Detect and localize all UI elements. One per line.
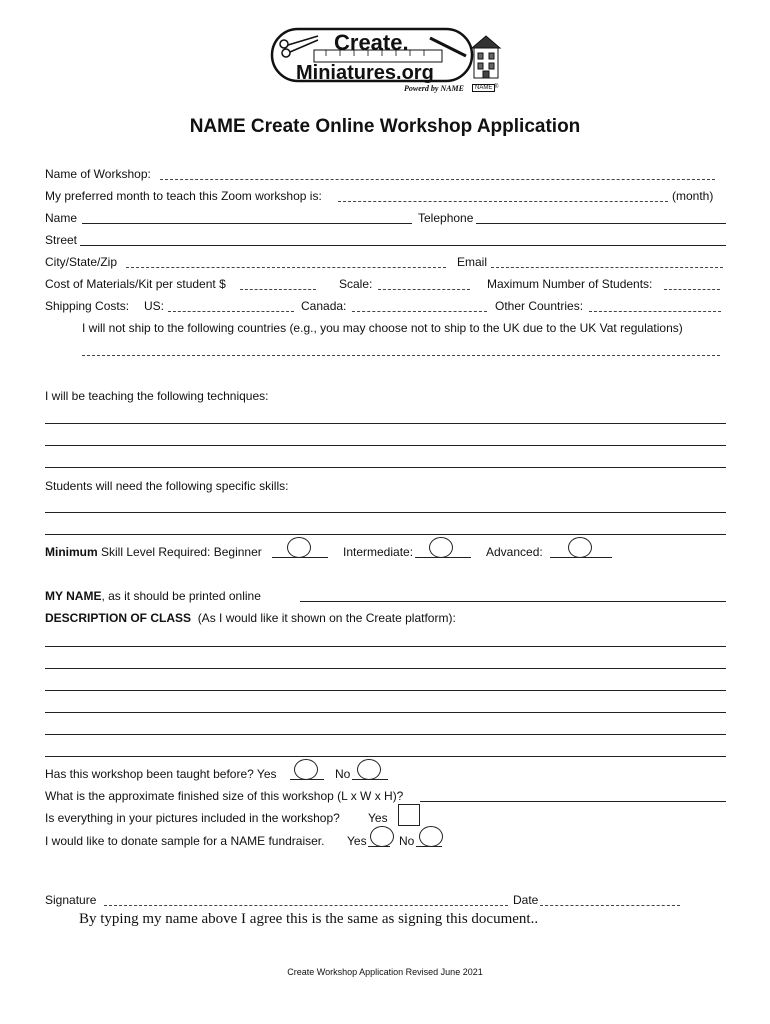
size-label: What is the approximate finished size of this workshop (L x W x H)?: [45, 789, 404, 803]
city-field[interactable]: [126, 267, 446, 268]
logo-line2: Miniatures.org: [296, 62, 434, 84]
signature-label: Signature: [45, 893, 97, 907]
email-field[interactable]: [491, 267, 723, 268]
description-line-5[interactable]: [45, 734, 726, 735]
advanced-label: Advanced:: [486, 545, 543, 559]
preferred-month-label: My preferred month to teach this Zoom workshop is:: [45, 189, 322, 203]
street-label: Street: [45, 233, 78, 247]
telephone-label: Telephone: [418, 211, 474, 225]
donate-yes-radio[interactable]: [370, 826, 394, 847]
shipping-us-field[interactable]: [168, 311, 294, 312]
signature-field[interactable]: [104, 905, 508, 906]
my-name-field[interactable]: [300, 601, 726, 602]
scale-field[interactable]: [378, 289, 470, 290]
techniques-line-2[interactable]: [45, 445, 726, 446]
description-rest: (As I would like it shown on the Create platform):: [197, 611, 456, 625]
my-name-label: [45, 589, 261, 603]
pictures-yes-label: Yes: [368, 811, 388, 825]
shipping-other-label: Other Countries:: [495, 299, 584, 313]
street-field[interactable]: [80, 245, 726, 246]
shipping-label: Shipping Costs:: [45, 299, 130, 313]
telephone-field[interactable]: [476, 223, 726, 224]
preferred-month-field[interactable]: [338, 201, 668, 202]
description-line-6[interactable]: [45, 756, 726, 757]
month-suffix: (month): [672, 189, 714, 203]
advanced-radio[interactable]: [568, 537, 592, 558]
my-name-bold: MY NAME: [45, 589, 102, 603]
skills-line-1[interactable]: [45, 512, 726, 513]
skills-line-2[interactable]: [45, 534, 726, 535]
create-miniatures-logo: [270, 26, 502, 96]
email-label: Email: [457, 255, 488, 269]
intermediate-label: Intermediate:: [343, 545, 414, 559]
donate-yes-label: Yes: [347, 834, 367, 848]
taught-before-label: Has this workshop been taught before? Yes: [45, 767, 277, 781]
size-field[interactable]: [420, 801, 726, 802]
donate-no-label: No: [399, 834, 415, 848]
cost-field[interactable]: [240, 289, 316, 290]
date-label: Date: [513, 893, 539, 907]
description-label: [45, 611, 456, 625]
donate-no-radio[interactable]: [419, 826, 443, 847]
description-line-2[interactable]: [45, 668, 726, 669]
description-line-3[interactable]: [45, 690, 726, 691]
logo-powered: Powerd by NAME: [404, 84, 464, 93]
max-students-field[interactable]: [664, 289, 720, 290]
page-title: NAME Create Online Workshop Application: [189, 116, 581, 137]
pictures-label: Is everything in your pictures included in the workshop?: [45, 811, 340, 825]
description-line-4[interactable]: [45, 712, 726, 713]
skill-level-label: [45, 545, 262, 559]
description-bold: DESCRIPTION OF CLASS: [45, 611, 192, 625]
max-students-label: Maximum Number of Students:: [487, 277, 653, 291]
logo-line1: Create.: [334, 30, 409, 55]
taught-yes-radio[interactable]: [294, 759, 318, 780]
no-ship-note: I will not ship to the following countries (e.g., you may choose not to ship to the UK due to the UK Vat regulations): [82, 321, 683, 335]
techniques-line-1[interactable]: [45, 423, 726, 424]
signature-agreement: By typing my name above I agree this is the same as signing this document..: [79, 911, 539, 927]
skill-level-beginner-label: Skill Level Required: Beginner: [97, 545, 262, 559]
date-field[interactable]: [540, 905, 680, 906]
no-ship-countries-field[interactable]: [82, 355, 720, 356]
donate-label: I would like to donate sample for a NAME fundraiser.: [45, 834, 325, 848]
pictures-yes-checkbox[interactable]: [398, 804, 420, 826]
taught-no-radio[interactable]: [357, 759, 381, 780]
city-label: City/State/Zip: [45, 255, 118, 269]
name-label: Name: [45, 211, 78, 225]
intermediate-radio[interactable]: [429, 537, 453, 558]
beginner-radio[interactable]: [287, 537, 311, 558]
skills-label: Students will need the following specific skills:: [45, 479, 289, 493]
name-field[interactable]: [82, 223, 412, 224]
taught-no-label: No: [335, 767, 351, 781]
techniques-label: I will be teaching the following techniques:: [45, 389, 269, 403]
shipping-other-field[interactable]: [589, 311, 721, 312]
shipping-canada-label: Canada:: [301, 299, 347, 313]
logo-badge: NAME: [472, 84, 495, 92]
footer-revision: Create Workshop Application Revised June 2021: [287, 967, 483, 977]
my-name-rest: , as it should be printed online: [101, 589, 261, 603]
logo-reg: ®: [494, 84, 499, 90]
scale-label: Scale:: [339, 277, 373, 291]
shipping-us-label: US:: [144, 299, 165, 313]
description-line-1[interactable]: [45, 646, 726, 647]
techniques-line-3[interactable]: [45, 467, 726, 468]
shipping-canada-field[interactable]: [352, 311, 487, 312]
workshop-name-field[interactable]: [160, 179, 715, 180]
workshop-name-label: Name of Workshop:: [45, 167, 151, 181]
minimum-label: Minimum: [45, 545, 98, 559]
cost-label: Cost of Materials/Kit per student $: [45, 277, 226, 291]
